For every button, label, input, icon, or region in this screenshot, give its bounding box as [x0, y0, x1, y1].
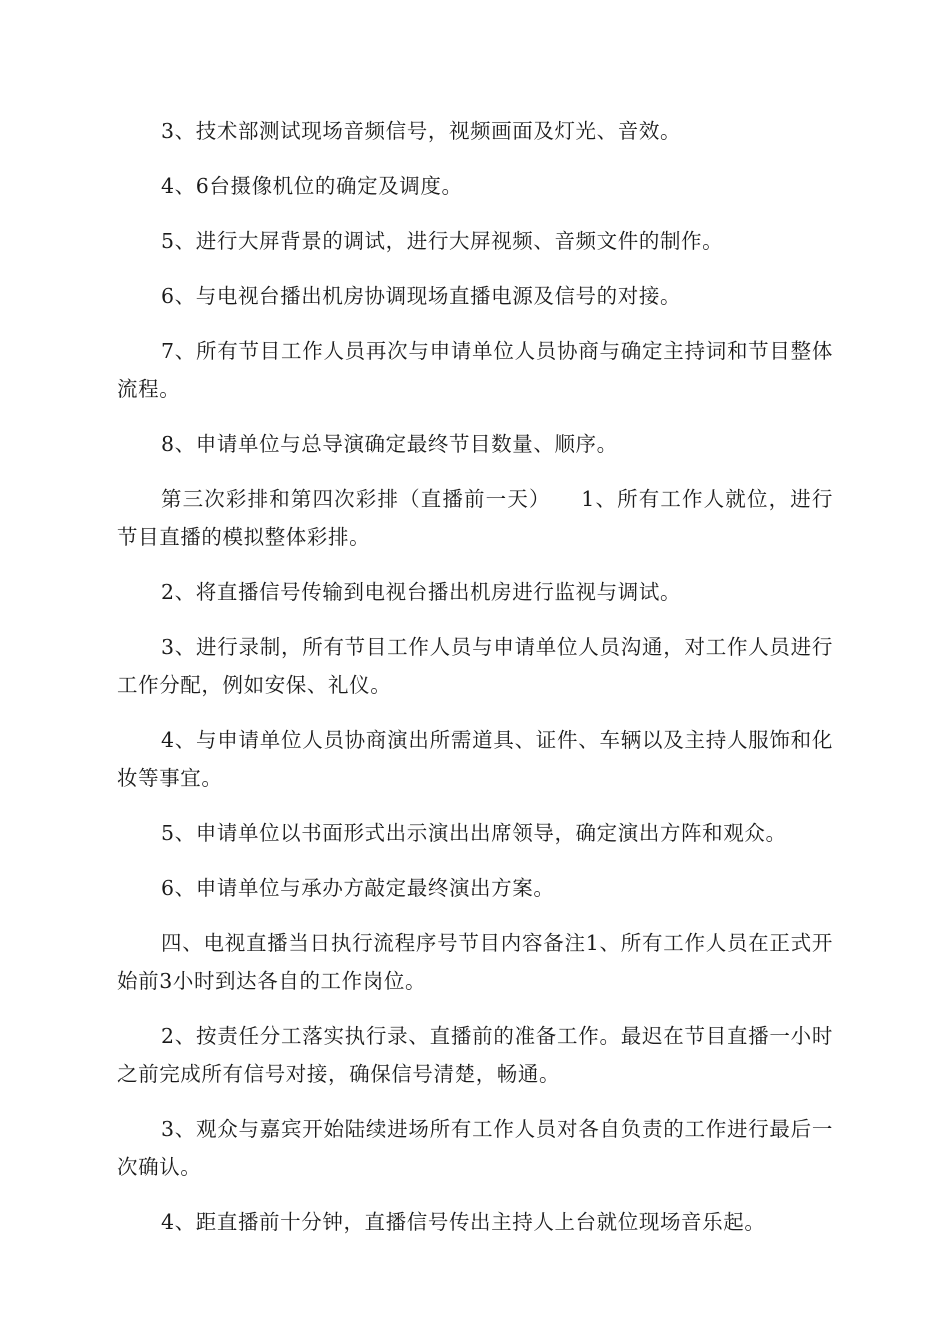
- paragraph-leaders: 5、申请单位以书面形式出示演出出席领导，确定演出方阵和观众。: [161, 821, 787, 845]
- paragraph-program-order: 8、申请单位与总导演确定最终节目数量、顺序。: [161, 432, 618, 456]
- paragraph-countdown: 4、距直播前十分钟，直播信号传出主持人上台就位现场音乐起。: [161, 1210, 766, 1234]
- paragraph-final-plan: 6、申请单位与承办方敲定最终演出方案。: [161, 876, 555, 900]
- paragraph-signal-coordination: 6、与电视台播出机房协调现场直播电源及信号的对接。: [161, 284, 682, 308]
- paragraph-broadcast-day: 四、电视直播当日执行流程序号节目内容备注1、所有工作人员在正式开始前3小时到达各自的工作岗位。: [117, 931, 833, 993]
- paragraph-props: 4、与申请单位人员协商演出所需道具、证件、车辆以及主持人服饰和化妆等事宜。: [117, 728, 833, 790]
- paragraph-preparation: 2、按责任分工落实执行录、直播前的准备工作。最迟在节目直播一小时之前完成所有信号对接，确保信号清楚，畅通。: [117, 1024, 833, 1086]
- paragraph-host-script: 7、所有节目工作人员再次与申请单位人员协商与确定主持词和节目整体流程。: [117, 339, 833, 401]
- paragraph-rehearsal-heading: 第三次彩排和第四次彩排（直播前一天） 1、所有工作人就位，进行节目直播的模拟整体彩排。: [117, 487, 833, 549]
- paragraph-tech-test: 3、技术部测试现场音频信号，视频画面及灯光、音效。: [161, 119, 682, 143]
- paragraph-camera-positions: 4、6台摄像机位的确定及调度。: [161, 174, 463, 198]
- paragraph-screen-debug: 5、进行大屏背景的调试，进行大屏视频、音频文件的制作。: [161, 229, 724, 253]
- paragraph-recording: 3、进行录制，所有节目工作人员与申请单位人员沟通，对工作人员进行工作分配，例如安保、礼仪。: [117, 635, 833, 697]
- paragraph-audience-entry: 3、观众与嘉宾开始陆续进场所有工作人员对各自负责的工作进行最后一次确认。: [117, 1117, 833, 1179]
- document-body: [117, 112, 833, 1258]
- paragraph-signal-monitoring: 2、将直播信号传输到电视台播出机房进行监视与调试。: [161, 580, 682, 604]
